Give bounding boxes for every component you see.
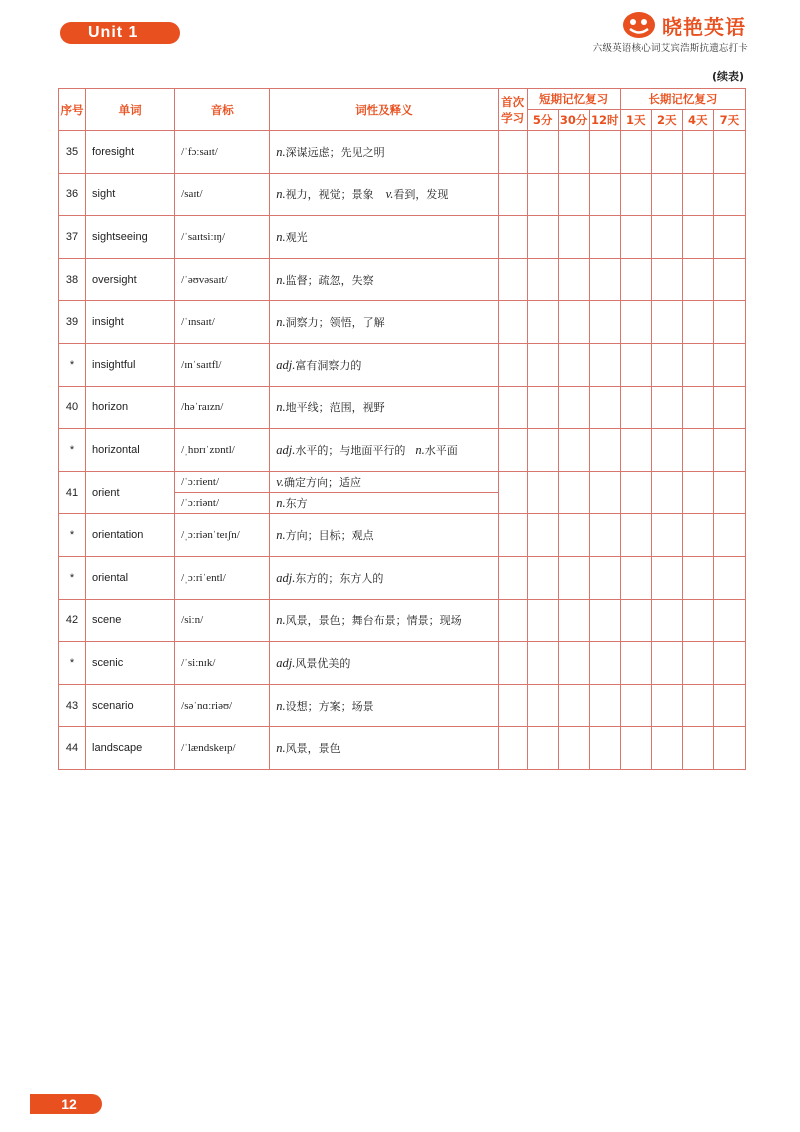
check-cell[interactable] — [558, 684, 589, 727]
meaning-text: 设想；方案；场景 — [285, 699, 374, 713]
check-cell[interactable] — [589, 727, 620, 770]
check-cell[interactable] — [527, 599, 558, 642]
row-phonetic: /ˌɔːriˈentl/ — [175, 556, 270, 599]
check-cell[interactable] — [713, 386, 745, 429]
row-definition — [270, 493, 498, 514]
check-cell[interactable] — [713, 684, 745, 727]
part-of-speech: adj. — [276, 655, 296, 670]
check-cell[interactable] — [620, 599, 651, 642]
check-cell[interactable] — [558, 727, 589, 770]
check-cell[interactable] — [682, 471, 713, 514]
check-cell[interactable] — [620, 131, 651, 174]
header-5min: 5分 — [527, 110, 558, 131]
row-phonetic: /ˈɔːriənt/ — [175, 493, 270, 514]
check-cell[interactable] — [682, 301, 713, 344]
check-cell[interactable] — [589, 429, 620, 472]
check-cell[interactable] — [527, 429, 558, 472]
row-word: oversight — [86, 258, 175, 301]
check-cell[interactable] — [713, 258, 745, 301]
check-cell[interactable] — [651, 429, 682, 472]
check-cell[interactable] — [498, 343, 527, 386]
check-cell[interactable] — [527, 216, 558, 259]
check-cell[interactable] — [620, 216, 651, 259]
row-word: scenario — [86, 684, 175, 727]
check-cell[interactable] — [651, 684, 682, 727]
part-of-speech: n. — [276, 496, 286, 511]
check-cell[interactable] — [589, 386, 620, 429]
check-cell[interactable] — [713, 343, 745, 386]
check-cell[interactable] — [558, 599, 589, 642]
check-cell[interactable] — [651, 642, 682, 685]
check-cell[interactable] — [651, 343, 682, 386]
check-cell[interactable] — [498, 471, 527, 514]
table-row — [59, 131, 746, 174]
table-row — [59, 556, 746, 599]
meaning-text-2: 水平面 — [424, 443, 458, 457]
check-cell[interactable] — [620, 642, 651, 685]
part-of-speech: n. — [276, 272, 286, 287]
row-number: 36 — [59, 173, 86, 216]
check-cell[interactable] — [498, 599, 527, 642]
row-number: * — [59, 556, 86, 599]
header-first-study: 首次学习 — [498, 89, 527, 131]
table-row — [59, 599, 746, 642]
check-cell[interactable] — [589, 599, 620, 642]
row-phonetic: /ɪnˈsaɪtfl/ — [175, 343, 270, 386]
check-cell[interactable] — [589, 556, 620, 599]
check-cell[interactable] — [558, 471, 589, 514]
row-word: orient — [86, 471, 175, 514]
part-of-speech: v. — [276, 474, 285, 489]
book-subtitle: 六级英语核心词艾宾浩斯抗遗忘打卡 — [592, 43, 748, 54]
meaning-text: 水平的；与地面平行的 — [295, 443, 406, 457]
check-cell[interactable] — [527, 471, 558, 514]
header-long-term: 长期记忆复习 — [620, 89, 745, 110]
row-phonetic: /həˈraɪzn/ — [175, 386, 270, 429]
row-number: * — [59, 343, 86, 386]
check-cell[interactable] — [558, 258, 589, 301]
check-cell[interactable] — [682, 642, 713, 685]
check-cell[interactable] — [527, 684, 558, 727]
table-row — [59, 301, 746, 344]
check-cell[interactable] — [558, 429, 589, 472]
check-cell[interactable] — [498, 386, 527, 429]
header-12h: 12时 — [589, 110, 620, 131]
row-number: 42 — [59, 599, 86, 642]
check-cell[interactable] — [713, 471, 745, 514]
part-of-speech: adj. — [276, 442, 296, 457]
table-row — [59, 343, 746, 386]
check-cell[interactable] — [651, 514, 682, 557]
check-cell[interactable] — [498, 258, 527, 301]
table-header-row — [59, 89, 746, 110]
check-cell[interactable] — [620, 556, 651, 599]
check-cell[interactable] — [682, 599, 713, 642]
check-cell[interactable] — [527, 386, 558, 429]
row-definition — [270, 514, 498, 557]
check-cell[interactable] — [527, 173, 558, 216]
table-row — [59, 514, 746, 557]
meaning-text: 东方的；东方人的 — [295, 571, 384, 585]
check-cell[interactable] — [589, 301, 620, 344]
check-cell[interactable] — [589, 258, 620, 301]
check-cell[interactable] — [713, 727, 745, 770]
check-cell[interactable] — [713, 216, 745, 259]
check-cell[interactable] — [589, 131, 620, 174]
check-cell[interactable] — [527, 343, 558, 386]
check-cell[interactable] — [620, 386, 651, 429]
vocabulary-table — [58, 88, 746, 770]
check-cell[interactable] — [713, 131, 745, 174]
continued-label: (续表) — [711, 70, 744, 83]
check-cell[interactable] — [558, 301, 589, 344]
table-row — [59, 216, 746, 259]
row-number: 35 — [59, 131, 86, 174]
part-of-speech-2: v. — [385, 187, 394, 202]
check-cell[interactable] — [527, 301, 558, 344]
row-definition — [270, 216, 498, 259]
check-cell[interactable] — [498, 556, 527, 599]
part-of-speech: adj. — [276, 570, 296, 585]
part-of-speech: n. — [276, 698, 286, 713]
check-cell[interactable] — [498, 642, 527, 685]
table-row — [59, 471, 746, 492]
row-phonetic: /ˈɔːrient/ — [175, 471, 270, 492]
meaning-text: 洞察力；领悟，了解 — [285, 316, 385, 330]
check-cell[interactable] — [558, 556, 589, 599]
check-cell[interactable] — [651, 386, 682, 429]
row-definition — [270, 429, 498, 472]
check-cell[interactable] — [682, 429, 713, 472]
check-cell[interactable] — [682, 386, 713, 429]
check-cell[interactable] — [682, 131, 713, 174]
check-cell[interactable] — [620, 343, 651, 386]
check-cell[interactable] — [713, 599, 745, 642]
table-row — [59, 258, 746, 301]
header-meaning: 词性及释义 — [270, 89, 498, 131]
row-number: * — [59, 514, 86, 557]
row-number: 43 — [59, 684, 86, 727]
check-cell[interactable] — [527, 514, 558, 557]
check-cell[interactable] — [651, 599, 682, 642]
meaning-text: 富有洞察力的 — [295, 358, 362, 372]
row-phonetic: /ˈɪnsaɪt/ — [175, 301, 270, 344]
part-of-speech: n. — [276, 613, 286, 628]
check-cell[interactable] — [620, 301, 651, 344]
row-number: 39 — [59, 301, 86, 344]
header-phonetic: 音标 — [175, 89, 270, 131]
row-definition — [270, 727, 498, 770]
check-cell[interactable] — [498, 301, 527, 344]
check-cell[interactable] — [589, 216, 620, 259]
check-cell[interactable] — [682, 343, 713, 386]
row-word: insightful — [86, 343, 175, 386]
row-phonetic: /ˈlændskeɪp/ — [175, 727, 270, 770]
meaning-text: 确定方向；适应 — [284, 475, 362, 489]
check-cell[interactable] — [527, 131, 558, 174]
check-cell[interactable] — [589, 642, 620, 685]
check-cell[interactable] — [713, 173, 745, 216]
check-cell[interactable] — [682, 173, 713, 216]
meaning-text: 监督；疏忽，失察 — [285, 273, 374, 287]
check-cell[interactable] — [589, 471, 620, 514]
check-cell[interactable] — [620, 684, 651, 727]
row-word: oriental — [86, 556, 175, 599]
check-cell[interactable] — [498, 216, 527, 259]
check-cell[interactable] — [713, 642, 745, 685]
row-word: scenic — [86, 642, 175, 685]
row-word: orientation — [86, 514, 175, 557]
check-cell[interactable] — [589, 173, 620, 216]
row-word: landscape — [86, 727, 175, 770]
check-cell[interactable] — [651, 727, 682, 770]
check-cell[interactable] — [498, 727, 527, 770]
check-cell[interactable] — [651, 471, 682, 514]
header-7day: 7天 — [713, 110, 745, 131]
meaning-text: 视力，视觉；景象 — [285, 188, 374, 202]
check-cell[interactable] — [558, 514, 589, 557]
check-cell[interactable] — [620, 173, 651, 216]
header-index: 序号 — [59, 89, 86, 131]
row-phonetic: /ˌɔːriənˈteɪʃn/ — [175, 514, 270, 557]
logo-icon — [622, 10, 656, 40]
brand-logo — [622, 8, 746, 42]
row-phonetic: /ˈsiːnɪk/ — [175, 642, 270, 685]
row-definition — [270, 386, 498, 429]
check-cell[interactable] — [651, 556, 682, 599]
row-phonetic: /ˌhɒrɪˈzɒntl/ — [175, 429, 270, 472]
row-definition — [270, 131, 498, 174]
row-number: 38 — [59, 258, 86, 301]
header-short-term: 短期记忆复习 — [527, 89, 620, 110]
table-row — [59, 429, 746, 472]
check-cell[interactable] — [651, 216, 682, 259]
check-cell[interactable] — [558, 642, 589, 685]
check-cell[interactable] — [682, 514, 713, 557]
check-cell[interactable] — [558, 216, 589, 259]
check-cell[interactable] — [527, 642, 558, 685]
row-number: * — [59, 429, 86, 472]
meaning-text: 风景，景色；舞台布景；情景；现场 — [285, 614, 462, 628]
header-4day: 4天 — [682, 110, 713, 131]
check-cell[interactable] — [527, 556, 558, 599]
check-cell[interactable] — [498, 131, 527, 174]
check-cell[interactable] — [682, 216, 713, 259]
check-cell[interactable] — [498, 514, 527, 557]
check-cell[interactable] — [527, 258, 558, 301]
table-row — [59, 173, 746, 216]
check-cell[interactable] — [651, 131, 682, 174]
header-2day: 2天 — [651, 110, 682, 131]
part-of-speech: n. — [276, 315, 286, 330]
meaning-text: 深谋远虑；先见之明 — [285, 145, 385, 159]
part-of-speech: n. — [276, 144, 286, 159]
header-word: 单词 — [86, 89, 175, 131]
check-cell[interactable] — [713, 556, 745, 599]
header-30min: 30分 — [558, 110, 589, 131]
part-of-speech: n. — [276, 187, 286, 202]
check-cell[interactable] — [620, 727, 651, 770]
row-phonetic: /ˈsaɪtsiːɪŋ/ — [175, 216, 270, 259]
check-cell[interactable] — [620, 471, 651, 514]
row-definition — [270, 301, 498, 344]
row-definition — [270, 173, 498, 216]
row-word: horizon — [86, 386, 175, 429]
check-cell[interactable] — [682, 258, 713, 301]
check-cell[interactable] — [558, 131, 589, 174]
check-cell[interactable] — [527, 727, 558, 770]
check-cell[interactable] — [558, 386, 589, 429]
unit-label: Unit 1 — [60, 22, 180, 44]
meaning-text: 观光 — [285, 230, 308, 244]
row-number: 41 — [59, 471, 86, 514]
check-cell[interactable] — [498, 173, 527, 216]
row-word: horizontal — [86, 429, 175, 472]
check-cell[interactable] — [620, 258, 651, 301]
row-definition — [270, 343, 498, 386]
part-of-speech: n. — [276, 741, 286, 756]
row-word: sight — [86, 173, 175, 216]
meaning-text: 风景，景色 — [285, 742, 341, 756]
row-word: sightseeing — [86, 216, 175, 259]
row-phonetic: /ˈəʊvəsaɪt/ — [175, 258, 270, 301]
part-of-speech: n. — [276, 229, 286, 244]
check-cell[interactable] — [713, 429, 745, 472]
check-cell[interactable] — [620, 429, 651, 472]
meaning-text: 东方 — [285, 497, 308, 511]
row-number: * — [59, 642, 86, 685]
table-row — [59, 727, 746, 770]
check-cell[interactable] — [589, 684, 620, 727]
check-cell[interactable] — [651, 173, 682, 216]
part-of-speech: n. — [276, 528, 286, 543]
table-row — [59, 684, 746, 727]
table-row — [59, 386, 746, 429]
check-cell[interactable] — [682, 556, 713, 599]
part-of-speech: n. — [276, 400, 286, 415]
check-cell[interactable] — [589, 514, 620, 557]
row-phonetic: /ˈfɔːsaɪt/ — [175, 131, 270, 174]
row-definition — [270, 642, 498, 685]
row-definition — [270, 556, 498, 599]
meaning-text: 地平线；范围，视野 — [285, 401, 385, 415]
check-cell[interactable] — [713, 301, 745, 344]
row-phonetic: /səˈnɑːriəʊ/ — [175, 684, 270, 727]
row-phonetic: /saɪt/ — [175, 173, 270, 216]
row-definition — [270, 684, 498, 727]
row-number: 37 — [59, 216, 86, 259]
page-number: 12 — [30, 1094, 102, 1114]
part-of-speech-2: n. — [415, 442, 425, 457]
meaning-text: 风景优美的 — [295, 656, 351, 670]
row-definition — [270, 471, 498, 492]
logo-name: 晓艳英语 — [662, 14, 746, 39]
part-of-speech: adj. — [276, 357, 296, 372]
check-cell[interactable] — [682, 727, 713, 770]
check-cell[interactable] — [651, 258, 682, 301]
check-cell[interactable] — [651, 301, 682, 344]
row-word: foresight — [86, 131, 175, 174]
table-row — [59, 642, 746, 685]
check-cell[interactable] — [498, 429, 527, 472]
check-cell[interactable] — [558, 173, 589, 216]
row-phonetic: /siːn/ — [175, 599, 270, 642]
row-number: 44 — [59, 727, 86, 770]
check-cell[interactable] — [682, 684, 713, 727]
check-cell[interactable] — [713, 514, 745, 557]
meaning-text: 方向；目标；观点 — [285, 529, 374, 543]
check-cell[interactable] — [558, 343, 589, 386]
meaning-text-2: 看到，发现 — [393, 188, 449, 202]
check-cell[interactable] — [498, 684, 527, 727]
row-definition — [270, 258, 498, 301]
header-1day: 1天 — [620, 110, 651, 131]
row-word: insight — [86, 301, 175, 344]
check-cell[interactable] — [620, 514, 651, 557]
check-cell[interactable] — [589, 343, 620, 386]
row-word: scene — [86, 599, 175, 642]
row-definition — [270, 599, 498, 642]
row-number: 40 — [59, 386, 86, 429]
